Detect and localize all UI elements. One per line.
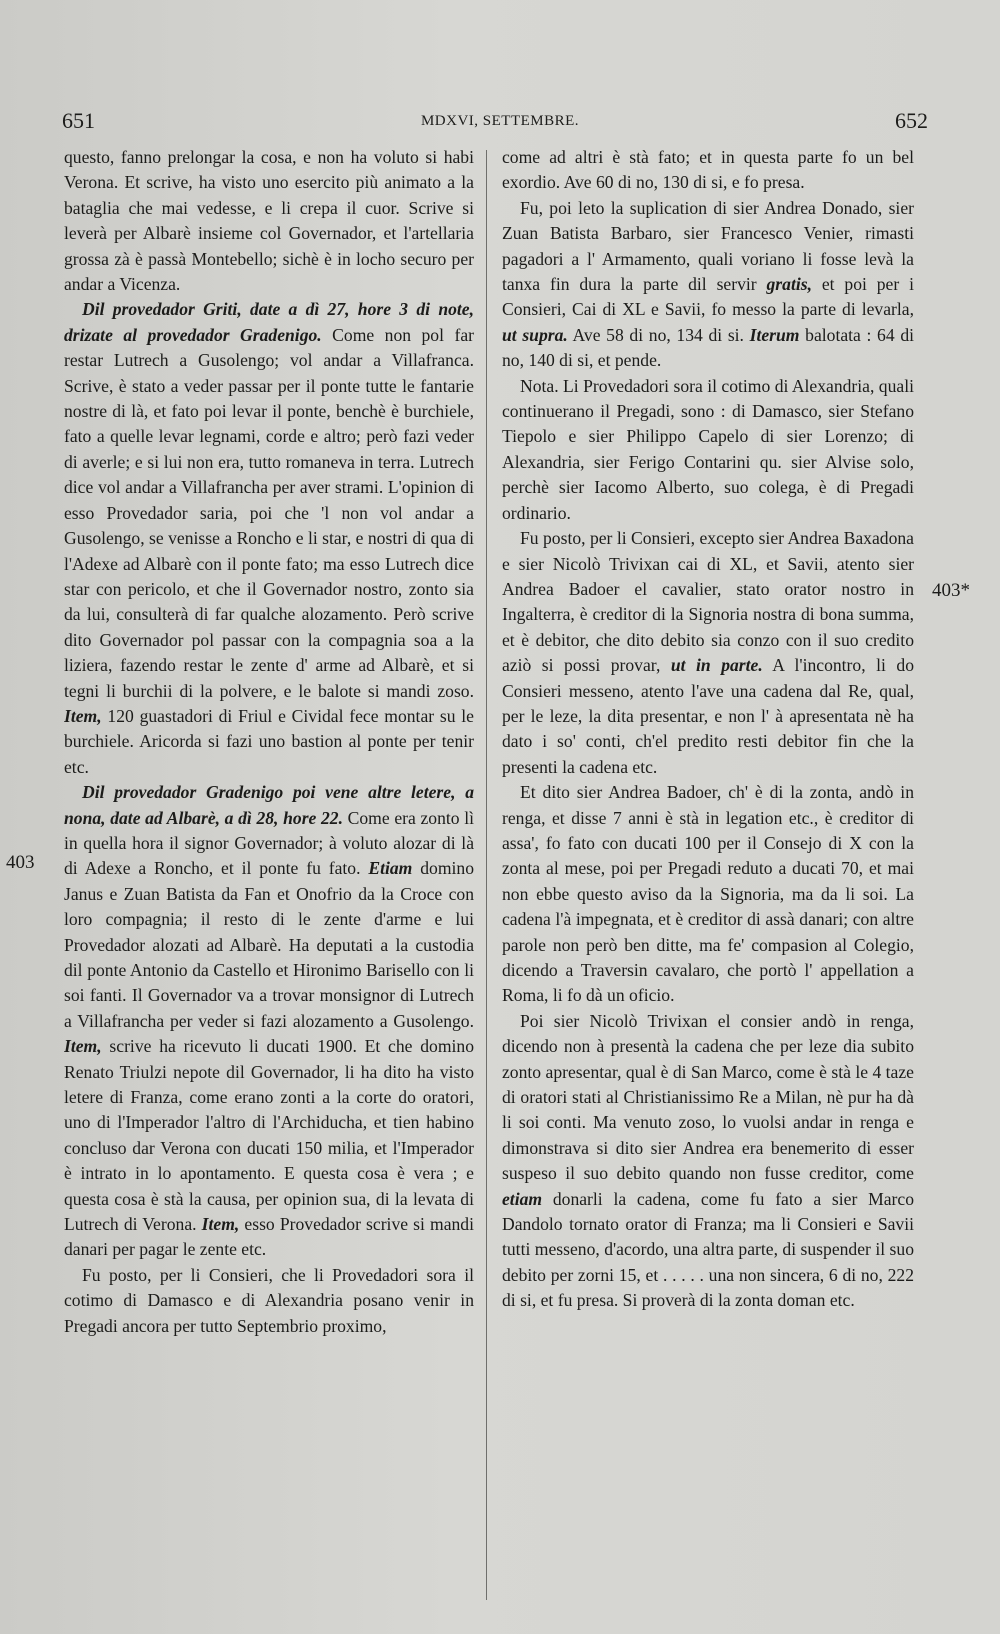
paragraph (64, 297, 474, 780)
text-run: Poi sier Nicolò Trivixan el consier andò in renga, dicendo non à presentà la cadena che per leze dia subito zonto apresentar, qual è di San Marco, come è stà le 4 taze di oratori stati al Christianissimo Re a Milan, nè pur ha dà li soi conti. Ma venuto zoso, lo vuolsi andar in renga e dimonstrava si dito sier Andrea era benemerito di esser suspeso il suo debito quando non fusse creditor, come (502, 1010, 914, 1184)
text-run: questo, fanno prelongar la cosa, e non ha voluto si habi Verona. Et scrive, ha visto uno esercito più animato a la bataglia che mai vedesse, e li crepa il cuor. Scrive si leverà per Albarè insieme col Governador, et l'artellaria grossa zà è passà Montebello; sichè è in locho securo per andar a Vicenza. (64, 147, 474, 295)
italic-word: etiam (502, 1188, 543, 1209)
margin-note-right: 403* (932, 580, 970, 601)
paragraph (502, 196, 914, 374)
text-run: Fu, poi leto la suplication di sier Andrea Donado, sier Zuan Batista Barbaro, sier Francesco Venier, rimasti pagadori a l' Armamento, quali voriano li fosse levà la tanxa fin dura la parte dil servir (502, 197, 914, 295)
paragraph (502, 526, 914, 780)
text-run: 120 guastadori di Friul e Cividal fece montar su le burchiele. Aricorda si fazi uno bastion al ponte per tenir etc. (64, 705, 474, 777)
text-run: come ad altri è stà fato; et in questa parte fo un bel exordio. Ave 60 di no, 130 di si, e fo presa. (502, 147, 914, 193)
text-run: donarli la cadena, come fu fato a sier Marco Dandolo tornato orator di Franza; ma li Consieri e Savii tutti messeno, d'acordo, una altra parte, di suspender il suo debito per zorni 15, et . . . . . una non sincera, 6 di no, 222 di si, et fu presa. Si proverà di la zonta doman etc. (502, 1188, 914, 1311)
text-run: esso Provedador scrive si mandi danari per pagar le zente etc. (64, 1214, 474, 1260)
italic-word: Item, (201, 1214, 240, 1235)
paragraph (64, 1263, 474, 1339)
text-run: balotata : 64 di no, 140 di si, et pende. (502, 324, 914, 371)
paragraph (502, 374, 914, 526)
italic-word: ut supra. (502, 324, 568, 345)
text-run: Come non pol far restar Lutrech a Gusolengo; vol andar a Villafranca. Scrive, è stato a veder passar per il ponte tutte le fantarie nostre di là, et fato poi levar il ponte, benchè è burchiele, fato a quelle levar legnami, corde e altro; però fazi veder di averle; e si lui non era, tutto romaneva in terra. Lutrech dice vol andar a Villafrancha per aver strami. L'opinion di esso Provedador saria, poi che 'l non vol andar a Gusolengo, se venisse a Roncho e li star, e nostri di qua di l'Adexe ad Albarè con il ponte fato; ma esso Lutrech dice star con pericolo, et che il Governador nostro, zonto sia da lui, consulterà di far qualche alozamento. Però scrive dito Governador pol passar con la compagnia soa a la liziera, fazendo restar le zente d' arme ad Albarè, et si tegni li burchii di la polvere, e le balote si mandi zoso. (64, 324, 474, 701)
column-divider (486, 150, 487, 1600)
paragraph (502, 145, 914, 196)
text-run: Fu posto, per li Consieri, che li Provedadori sora il cotimo di Damasco e di Alexandria posano venir in Pregadi ancora per tutto Septembrio proximo, (64, 1264, 474, 1336)
text-run: et poi per i Consieri, Cai di XL e Savii, fo messo la parte di levarla, (502, 274, 914, 320)
page-number-right: 652 (895, 108, 928, 133)
running-head: MDXVI, SETTEMBRE. (420, 113, 580, 129)
italic-word: Item, (64, 1036, 102, 1057)
italic-heading: Dil provedador Griti, date a dì 27, hore 3 di note, drizate al provedador Gradenigo. (64, 299, 474, 345)
left-column (64, 145, 474, 1585)
text-run: Et dito sier Andrea Badoer, ch' è di la zonta, andò in renga, et disse 7 anni è stà in legation etc., è creditor di assa', fo fato con ducati 100 per il Consejo di X con la zonta al mese, poi per Pregadi reduto a ducati 70, et mai non ebbe questo aviso da la Signoria, ma da li soi. La cadena l'à impegnata, et è creditor di assà danari; con altre parole non però ben ditte, ma fe' compasion al Colegio, dicendo a Traversin cavalaro, che portò l' appellation a Roma, li fo dà un oficio. (502, 782, 914, 1006)
page-header (0, 108, 1000, 138)
margin-note-left: 403 (6, 852, 35, 873)
italic-heading: Dil provedador Gradenigo poi vene altre letere, a nona, date ad Albarè, a dì 28, hore 22. (64, 782, 474, 828)
paragraph (502, 780, 914, 1009)
italic-word: Iterum (749, 324, 800, 345)
text-run: scrive ha ricevuto li ducati 1900. Et che domino Renato Triulzi nepote dil Governador, li ha dito ha visto letere di Franza, come erano zonti a la corte do oratori, uno di l'Imperador l'altro di l'Archiducha, et tien habino concluso dar Verona con ducati 150 milia, et l'Imperador è intrato in lo apontamento. E questa cosa è vera ; e questa cosa è stà la causa, per opinion sua, di la levata di Lutrech di Verona. (64, 1036, 474, 1235)
paragraph (64, 780, 474, 1263)
paragraph (64, 145, 474, 297)
italic-word: Item, (64, 705, 102, 726)
text-run: domino Janus e Zuan Batista da Fan et Onofrio da la Croce con loro compagnia; il resto di le zente d'arme e lui Provedador alozati ad Albarè. Ha deputati a la custodia dil ponte Antonio da Castello et Hironimo Barisello con li soi fanti. Il Governador va a trovar monsignor di Lutrech a Villafrancha per veder si fazi alozamento a Gusolengo. (64, 858, 474, 1031)
text-run: Nota. Li Provedadori sora il cotimo di Alexandria, quali continuerano il Pregadi, sono : di Damasco, sier Stefano Tiepolo e sier Philippo Capelo di sier Lorenzo; di Alexandria, sier Ferigo Contarini qu. sier Alvise solo, perchè sier Iacomo Alberto, suo colega, è di Pregadi ordinario. (502, 375, 914, 523)
italic-word: gratis, (766, 274, 812, 295)
text-run: Fu posto, per li Consieri, excepto sier Andrea Baxadona e sier Nicolò Trivixan cai di XL, et Savii, atento sier Andrea Badoer el cavalier, stato orator nostro in Ingalterra, è creditor di la Signoria nostra di bona summa, et è debitor, che dito debito sia conzo con il suo credito aziò si possi provar, (502, 528, 914, 676)
text-run: A l'incontro, li do Consieri messeno, atento l'ave una cadena dal Re, qual, per le leze, la dita presentar, e non l' à apresentata nè ha dato i so' conti, ch'el predito resti debitor fin che la presenti la cadena etc. (502, 655, 914, 777)
text-run: Ave 58 di no, 134 di si. (567, 324, 750, 345)
text-run: Come era zonto lì in quella hora il signor Governador; à voluto alozar di là di Adexe a Roncho, et il ponte fu fato. (64, 807, 474, 879)
italic-word: ut in parte. (670, 655, 763, 676)
italic-word: Etiam (368, 858, 413, 879)
right-column (502, 145, 914, 1585)
paragraph (502, 1009, 914, 1314)
page-number-left: 651 (62, 108, 95, 133)
